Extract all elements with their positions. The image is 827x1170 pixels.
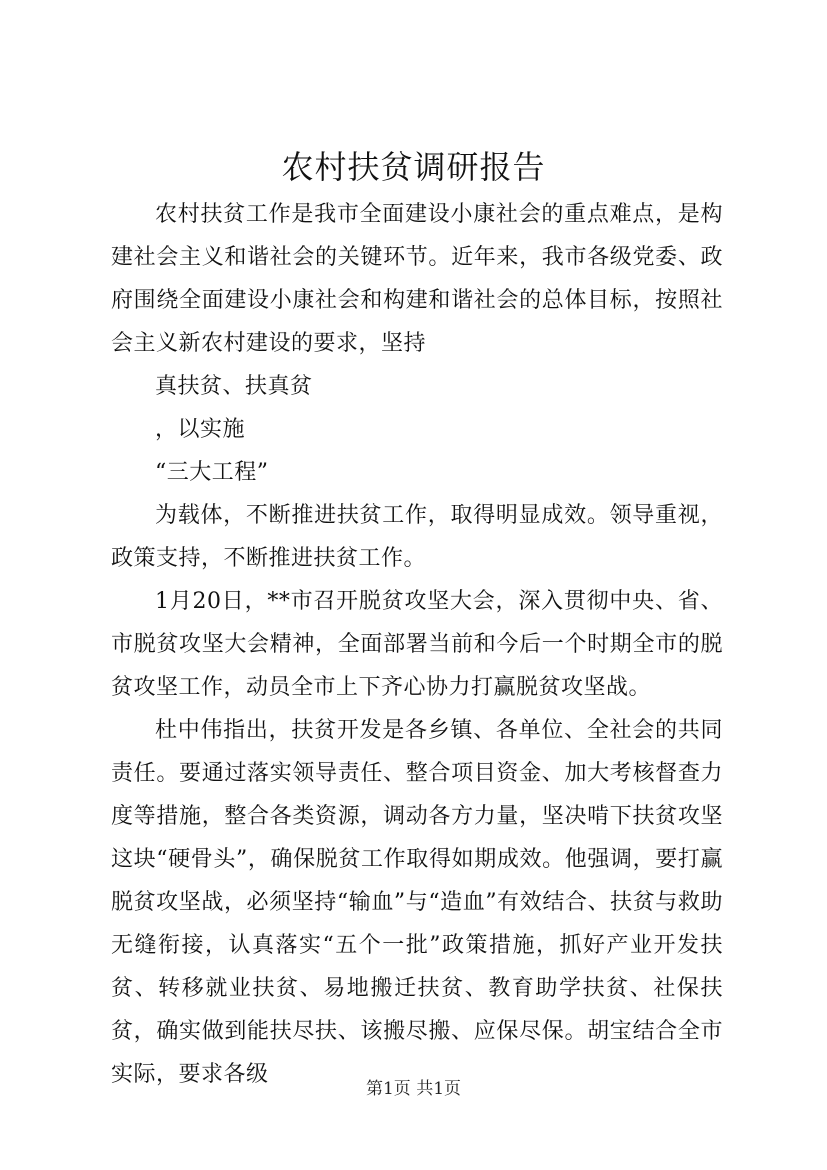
paragraph-meeting: 1月20日，**市召开脱贫攻坚大会，深入贯彻中央、省、市脱贫攻坚大会精神，全面部署当前和今后一个时期全市的脱贫攻坚工作，动员全市上下齐心协力打赢脱贫攻坚战。 [111,589,723,700]
paragraph-carrier: 为载体，不断推进扶贫工作，取得明显成效。领导重视，政策支持，不断推进扶贫工作。 [111,503,723,571]
paragraph-fragment-slogan: 真扶贫、扶真贫 [155,374,313,399]
paragraph-speech: 杜中伟指出，扶贫开发是各乡镇、各单位、全社会的共同责任。要通过落实领导责任、整合项目资金、加大考核督查力度等措施，整合各类资源，调动各方力量，坚决啃下扶贫攻坚这块“硬骨头”，确保脱贫工作取得如期成效。他强调，要打赢脱贫攻坚战，必须坚持“输血”与“造血”有效结合、扶贫与救助无缝衔接，认真落实“五个一批”政策措施，抓好产业开发扶贫、转移就业扶贫、易地搬迁扶贫、教育助学扶贫、社保扶贫，确实做到能扶尽扶、该搬尽搬、应保尽保。胡宝结合全市实际，要求各级 [111,718,723,1087]
document-body [111,193,723,1096]
page-number-footer: 第1页 共1页 [365,1079,462,1099]
paragraph-intro: 农村扶贫工作是我市全面建设小康社会的重点难点，是构建社会主义和谐社会的关键环节。近年来，我市各级党委、政府围绕全面建设小康社会和构建和谐社会的总体目标，按照社会主义新农村建设的要求，坚持 [111,202,723,356]
document-title: 农村扶贫调研报告 [281,148,546,186]
paragraph-fragment-implement: ，以实施 [155,417,246,442]
paragraph-fragment-three-projects: “三大工程” [155,460,269,485]
